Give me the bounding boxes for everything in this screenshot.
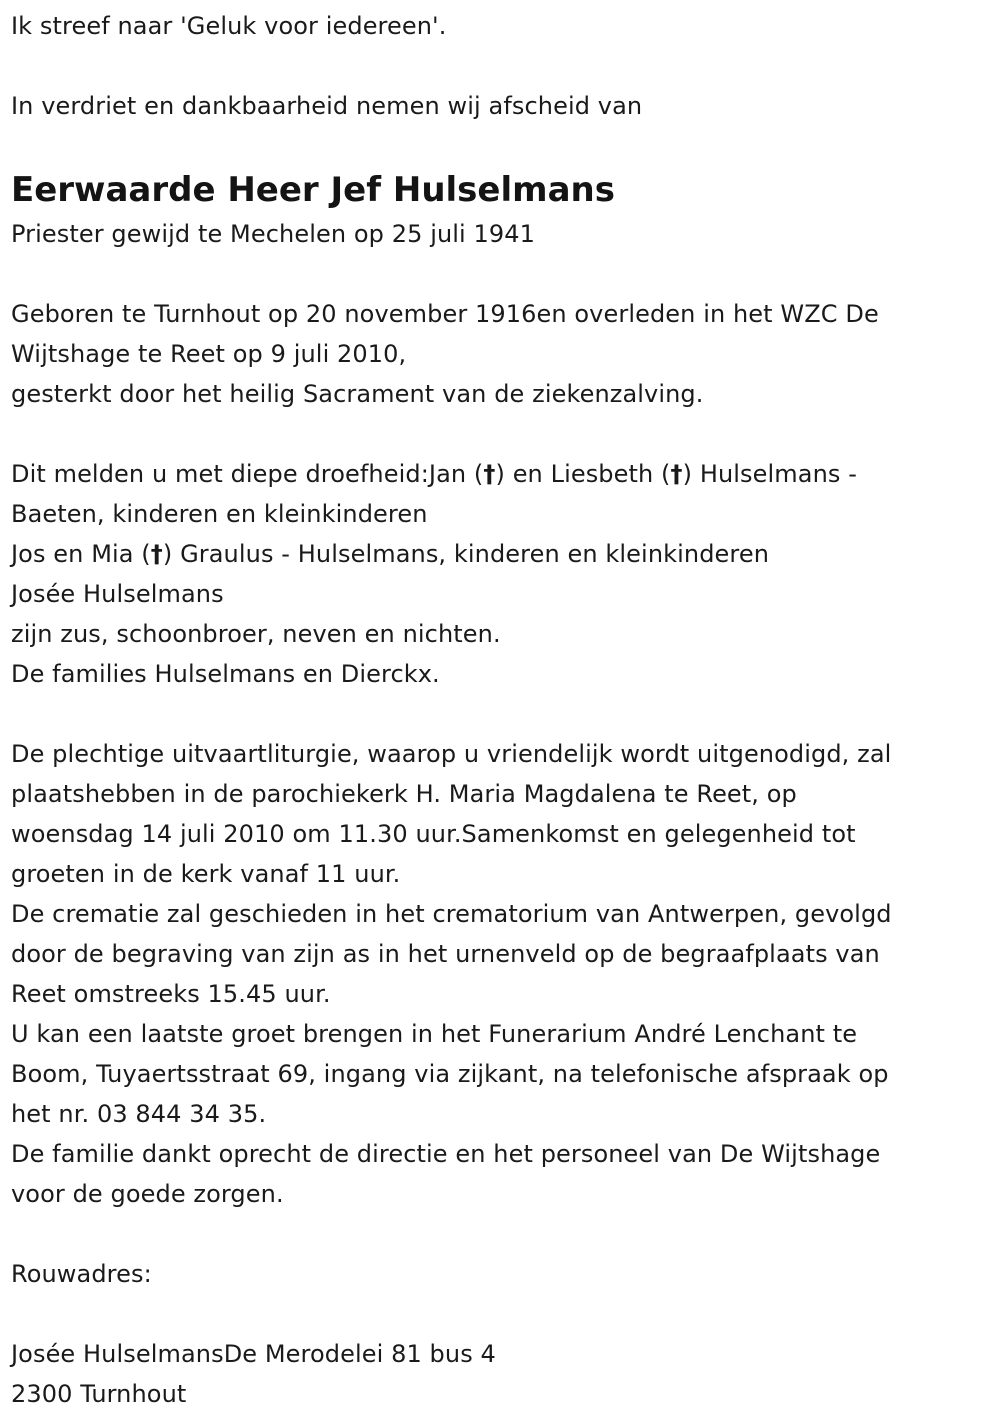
intro-text: In verdriet en dankbaarheid nemen wij afscheid van: [11, 92, 643, 120]
spacer: [11, 1294, 990, 1334]
ceremony-line: De crematie zal geschieden in het crematorium van Antwerpen, gevolgd: [11, 900, 892, 928]
deceased-name: Eerwaarde Heer Jef Hulselmans: [11, 170, 615, 210]
address-line: Josée HulselmansDe Merodelei 81 bus 4: [11, 1340, 496, 1368]
motto: Ik streef naar 'Geluk voor iedereen'.: [11, 12, 447, 40]
family-line: Jos en Mia (†) Graulus - Hulselmans, kinderen en kleinkinderen: [11, 540, 770, 568]
ceremony-line: groeten in de kerk vanaf 11 uur.: [11, 860, 401, 888]
ceremony-line: voor de goede zorgen.: [11, 1180, 284, 1208]
address-line: 2300 Turnhout: [11, 1380, 187, 1408]
spacer: [11, 254, 990, 294]
ceremony-line: De familie dankt oprecht de directie en het personeel van De Wijtshage: [11, 1140, 881, 1168]
family-line: zijn zus, schoonbroer, neven en nichten.: [11, 620, 501, 648]
spacer: [11, 46, 990, 86]
ceremony-line: het nr. 03 844 34 35.: [11, 1100, 267, 1128]
family-line: Baeten, kinderen en kleinkinderen: [11, 500, 428, 528]
family-line: Dit melden u met diepe droefheid:Jan (†) en Liesbeth (†) Hulselmans -: [11, 460, 857, 488]
ceremony-line: Reet omstreeks 15.45 uur.: [11, 980, 331, 1008]
ceremony-line: U kan een laatste groet brengen in het Funerarium André Lenchant te: [11, 1020, 858, 1048]
cross-icon: †: [670, 460, 683, 488]
address-section: [11, 1334, 990, 1414]
ceremony-section: [11, 734, 990, 1214]
birth-death-line: Geboren te Turnhout op 20 november 1916en overleden in het WZC De: [11, 300, 879, 328]
ceremony-line: woensdag 14 juli 2010 om 11.30 uur.Samenkomst en gelegenheid tot: [11, 820, 856, 848]
cross-icon: †: [150, 540, 163, 568]
spacer: [11, 694, 990, 734]
ceremony-line: Boom, Tuyaertsstraat 69, ingang via zijkant, na telefonische afspraak op: [11, 1060, 889, 1088]
family-line: Josée Hulselmans: [11, 580, 224, 608]
ceremony-line: plaatshebben in de parochiekerk H. Maria Magdalena te Reet, op: [11, 780, 797, 808]
cross-icon: †: [483, 460, 496, 488]
birth-death-line: Wijtshage te Reet op 9 juli 2010,: [11, 340, 407, 368]
spacer: [11, 1214, 990, 1254]
ceremony-line: door de begraving van zijn as in het urnenveld op de begraafplaats van: [11, 940, 880, 968]
birth-death-section: [11, 294, 990, 414]
address-label: Rouwadres:: [11, 1260, 152, 1288]
spacer: [11, 126, 990, 166]
ordination-text: Priester gewijd te Mechelen op 25 juli 1941: [11, 220, 536, 248]
family-line: De families Hulselmans en Dierckx.: [11, 660, 440, 688]
birth-death-line: gesterkt door het heilig Sacrament van de ziekenzalving.: [11, 380, 704, 408]
ceremony-line: De plechtige uitvaartliturgie, waarop u vriendelijk wordt uitgenodigd, zal: [11, 740, 892, 768]
spacer: [11, 414, 990, 454]
family-section: [11, 454, 990, 694]
